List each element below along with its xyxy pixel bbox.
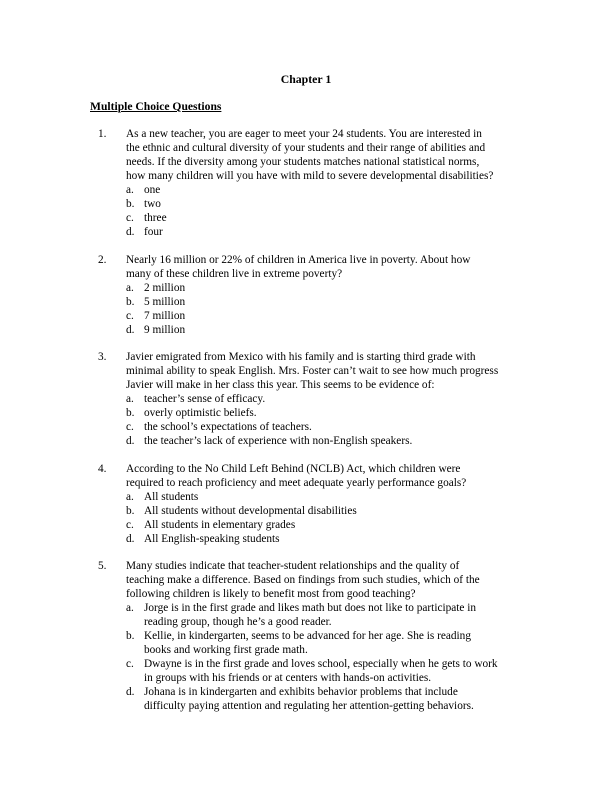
chapter-title: Chapter 1 (280, 72, 332, 86)
option-label: b. (126, 504, 135, 517)
option-label: d. (126, 532, 135, 545)
option-text: in groups with his friends or at centers with hands-on activities. (144, 672, 432, 684)
answer-option (0, 309, 612, 323)
question-item (0, 350, 612, 448)
question-number: 2. (98, 253, 107, 266)
answer-option (0, 504, 612, 518)
question-text (126, 350, 526, 392)
question-number: 3. (98, 351, 107, 363)
option-text: four (144, 226, 163, 238)
option-text: three (144, 212, 167, 224)
answer-option (0, 434, 612, 448)
answer-option (0, 657, 612, 685)
question-text (126, 253, 526, 281)
option-text: books and working first grade math. (144, 644, 308, 656)
answer-option (0, 629, 612, 657)
option-text: Johana is in kindergarten and exhibits behavior problems that include (144, 686, 458, 698)
option-text: 7 million (144, 309, 186, 322)
answer-option (0, 392, 612, 406)
question-item (0, 559, 612, 713)
question-text-line: Many studies indicate that teacher-student relationships and the quality of (126, 560, 460, 572)
question-item (0, 253, 612, 337)
answer-option (0, 420, 612, 434)
option-label: a. (126, 281, 134, 294)
question-text (126, 559, 526, 601)
option-text: the teacher’s lack of experience with non-English speakers. (144, 435, 413, 447)
question-text-line: Javier will make in her class this year. This seems to be evidence of: (126, 379, 435, 391)
answer-option (0, 183, 612, 197)
section-heading: Multiple Choice Questions (90, 100, 222, 113)
option-label: d. (126, 226, 135, 238)
option-label: d. (126, 323, 135, 336)
answer-options (0, 490, 612, 546)
option-text: difficulty paying attention and regulating her attention-getting behaviors. (144, 700, 474, 712)
option-text: the school’s expectations of teachers. (144, 421, 312, 433)
option-label: d. (126, 686, 135, 698)
option-label: c. (126, 658, 134, 670)
answer-options (0, 601, 612, 713)
question-item (0, 127, 612, 239)
option-text: 2 million (144, 281, 186, 294)
option-text: Kellie, in kindergarten, seems to be advanced for her age. She is reading (144, 630, 471, 642)
answer-options (0, 183, 612, 239)
question-text-line: many of these children live in extreme poverty? (126, 267, 343, 280)
option-text: 5 million (144, 295, 186, 308)
option-label: a. (126, 602, 134, 614)
question-list (0, 127, 612, 727)
answer-option (0, 323, 612, 337)
option-text: All students without developmental disabilities (144, 504, 357, 517)
question-text-line: needs. If the diversity among your students matches national statistical norms, (126, 156, 480, 168)
answer-option (0, 685, 612, 713)
option-text: Jorge is in the first grade and likes math but does not like to participate in (144, 602, 477, 614)
question-text (126, 462, 526, 490)
option-text: one (144, 184, 161, 196)
option-text: All English-speaking students (144, 532, 280, 545)
question-number: 4. (98, 462, 107, 475)
option-text: All students (144, 490, 199, 503)
option-text: reading group, though he’s a good reader. (144, 616, 332, 628)
question-text-line: following children is likely to benefit most from good teaching? (126, 588, 416, 600)
answer-option (0, 601, 612, 629)
question-text-line: teaching make a difference. Based on findings from such studies, which of the (126, 574, 480, 586)
question-number: 1. (98, 128, 107, 140)
option-text: All students in elementary grades (144, 518, 296, 531)
question-item (0, 462, 612, 546)
answer-option (0, 532, 612, 546)
option-label: a. (126, 490, 134, 503)
option-label: c. (126, 421, 134, 433)
option-label: b. (126, 295, 135, 308)
option-text: 9 million (144, 323, 186, 336)
question-text-line: As a new teacher, you are eager to meet your 24 students. You are interested in (126, 128, 482, 140)
option-label: c. (126, 309, 134, 322)
answer-option (0, 197, 612, 211)
answer-option (0, 281, 612, 295)
option-label: a. (126, 184, 134, 196)
answer-option (0, 211, 612, 225)
option-label: b. (126, 630, 135, 642)
question-text-line: Nearly 16 million or 22% of children in America live in poverty. About how (126, 253, 471, 266)
answer-options (0, 392, 612, 448)
option-label: c. (126, 212, 134, 224)
answer-option (0, 225, 612, 239)
question-text-line: how many children will you have with mild to severe developmental disabilities? (126, 170, 494, 182)
option-text: two (144, 198, 161, 210)
question-text-line: the ethnic and cultural diversity of your students and their range of abilities and (126, 142, 486, 154)
answer-option (0, 295, 612, 309)
question-text-line: According to the No Child Left Behind (NCLB) Act, which children were (126, 462, 461, 475)
option-text: teacher’s sense of efficacy. (144, 393, 266, 405)
option-label: d. (126, 435, 135, 447)
answer-options (0, 281, 612, 337)
question-text (126, 127, 526, 183)
question-text-line: required to reach proficiency and meet adequate yearly performance goals? (126, 476, 467, 489)
question-text-line: Javier emigrated from Mexico with his family and is starting third grade with (126, 351, 476, 363)
question-number: 5. (98, 560, 107, 572)
question-text-line: minimal ability to speak English. Mrs. Foster can’t wait to see how much progress (126, 365, 499, 377)
option-label: b. (126, 198, 135, 210)
option-label: b. (126, 407, 135, 419)
answer-option (0, 490, 612, 504)
option-label: c. (126, 518, 134, 531)
option-text: overly optimistic beliefs. (144, 407, 257, 419)
option-label: a. (126, 393, 134, 405)
option-text: Dwayne is in the first grade and loves school, especially when he gets to work (144, 658, 498, 670)
answer-option (0, 518, 612, 532)
answer-option (0, 406, 612, 420)
